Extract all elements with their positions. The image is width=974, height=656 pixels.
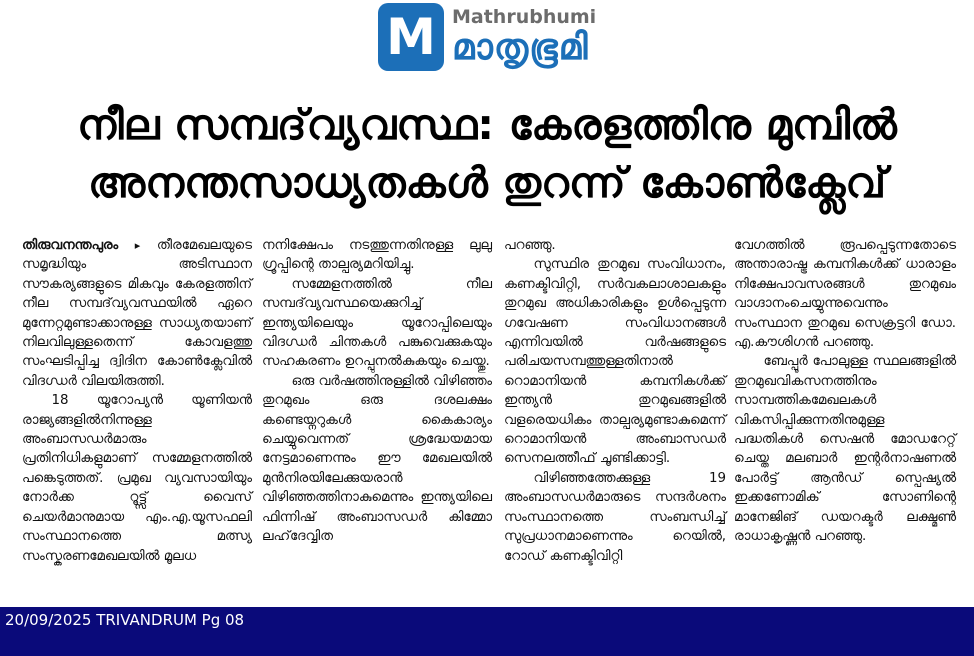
paragraph: സുസ്ഥിര തുറമുഖ സംവിധാനം, കണക്ടിവിറ്റി, സർവകലാശാലകളും തുറമുഖ അധികാരികളും ഉൾപ്പെടുന്ന ഗവേഷണ സംവിധാനങ്ങൾ എന്നിവയിൽ വർഷങ്ങളുടെ പരിചയസമ്പത്തുള്ളതിനാൽ റൊമാനിയൻ കമ്പനികൾക്ക് ഇന്ത്യൻ തുറമുഖങ്ങളിൽ വളരെയധികം താല്പര്യമുണ്ടാകുമെന്ന് റൊമാനിയൻ അംബാസഡർ സെനലത്തീഫ് ചൂണ്ടിക്കാട്ടി.: [504, 257, 726, 467]
brand-name-english: Mathrubhumi: [452, 5, 597, 28]
article-column-4: [734, 236, 956, 547]
paragraph: [22, 236, 252, 391]
article-body: [12, 236, 964, 592]
paragraph: 18 യൂറോപ്യൻ യൂണിയൻ രാജ്യങ്ങളിൽനിന്നുള്ള അംബാസഡർമാരും പ്രതിനിധികളുമാണ് സമ്മേളനത്തിൽ പങ്കെടുത്തത്. പ്രമുഖ വ്യവസായിയും നോർക്ക റൂട്ട്സ് വൈസ് ചെയർമാനുമായ എം.എ.യൂസഫലി സംസ്ഥാനത്തെ മത്സ്യ സംസ്കരണമേഖലയിൽ മൂലധ: [22, 393, 252, 564]
article-column-1: [22, 236, 252, 566]
paragraph-text: തീരമേഖലയുടെ സമൃദ്ധിയും അടിസ്ഥാന സൗകര്യങ്ങളുടെ മികവും കേരളത്തിന് നീല സമ്പദ്‌വ്യവസ്ഥയിൽ ഏറെ മുന്നേറ്റമുണ്ടാക്കാനുള്ള സാധ്യതയാണ് നിലവിലുള്ളതെന്ന് കോവളത്തു സംഘടിപ്പിച്ച ദ്വിദിന കോൺക്ലേവിൽ വിദഗ്ധർ വിലയിരുത്തി.: [22, 238, 252, 389]
paragraph: സമ്മേളനത്തിൽ നീല സമ്പദ്‌വ്യവസ്ഥയെക്കുറിച്ച് ഇന്ത്യയിലെയും യൂറോപ്പിലെയും വിദഗ്ധർ ചിന്തകൾ പങ്കുവെക്കുകയും സഹകരണം ഉറപ്പുനൽകുകയും ചെയ്തു.: [262, 276, 492, 370]
footer-bar: [0, 607, 974, 656]
edition-info: 20/09/2025 TRIVANDRUM Pg 08: [5, 611, 245, 629]
paragraph: വിഴിഞ്ഞത്തേക്കുള്ള 19 അംബാസഡർമാരുടെ സന്ദർശനം സംസ്ഥാനത്തെ സംബന്ധിച്ച് സുപ്രധാനമാണെന്നും റെയിൽ, റോഡ് കണക്ടിവിറ്റി: [504, 470, 726, 564]
dateline: തിരുവനന്തപുരം: [22, 238, 119, 253]
paragraph: ബേപ്പൂർ പോലുള്ള സ്ഥലങ്ങളിൽ തുറമുഖവികസനത്തിനും സാമ്പത്തികമേഖലകൾ വികസിപ്പിക്കുന്നതിനുമുള്ള പദ്ധതികൾ സെഷൻ മോഡറേറ്റ് ചെയ്ത മലബാർ ഇന്റർനാഷണൽ പോർട്ട് ആൻഡ് സ്പെഷ്യൽ ഇക്കണോമിക് സോണിന്റെ മാനേജിങ് ഡയറക്ടർ ലക്ഷ്മൺ രാധാകൃഷ്ണൻ പറഞ്ഞു.: [734, 354, 956, 545]
headline-line-2: അനന്തസാധ്യതകൾ തുറന്ന് കോൺക്ലേവ്: [88, 158, 886, 207]
logo-letter: M: [386, 8, 436, 66]
brand-name: [452, 5, 597, 68]
headline-line-1: നീല സമ്പദ്‌വ്യവസ്ഥ: കേരളത്തിനു മുമ്പിൽ: [77, 100, 897, 149]
brand-name-malayalam: മാതൃഭൂമി: [452, 26, 589, 68]
article-column-3: [504, 236, 726, 566]
article-column-2: [262, 236, 492, 547]
paragraph: ഒരു വർഷത്തിനുള്ളിൽ വിഴിഞ്ഞം തുറമുഖം ഒരു ദശലക്ഷം കണ്ടെയ്നറുകൾ കൈകാര്യം ചെയ്യുവെന്നത് ശ്രദ്ധേയമായ നേട്ടമാണെന്നും ഈ മേഖലയിൽ മുൻനിരയിലേക്കുയരാൻ വിഴിഞ്ഞത്തിനാകുമെന്നും ഇന്ത്യയിലെ ഫിന്നിഷ് അംബാസഡർ കിമ്മോ ലഹ്‌ദേവ്വിത: [262, 373, 492, 545]
dateline-arrow-icon: ▸: [134, 239, 141, 252]
masthead: [378, 2, 596, 72]
mathrubhumi-logo-icon: [378, 3, 444, 71]
paragraph: വേഗത്തിൽ രൂപപ്പെടുന്നതോടെ അന്താരാഷ്ട്ര കമ്പനികൾക്ക് ധാരാളം നിക്ഷേപാവസരങ്ങൾ തുറമുഖം വാഗ്ദാനംചെയ്യുന്നുവെന്നും സംസ്ഥാന തുറമുഖ സെക്രട്ടറി ഡോ. എ.കൗശിഗൻ പറഞ്ഞു.: [734, 238, 956, 351]
article-headline: [0, 96, 974, 212]
paragraph: നനിക്ഷേപം നടത്തുന്നതിനുള്ള ലുലു ഗ്രൂപ്പിന്റെ താല്പര്യമറിയിച്ചു.: [262, 238, 492, 273]
paragraph: പറഞ്ഞു.: [504, 238, 556, 253]
